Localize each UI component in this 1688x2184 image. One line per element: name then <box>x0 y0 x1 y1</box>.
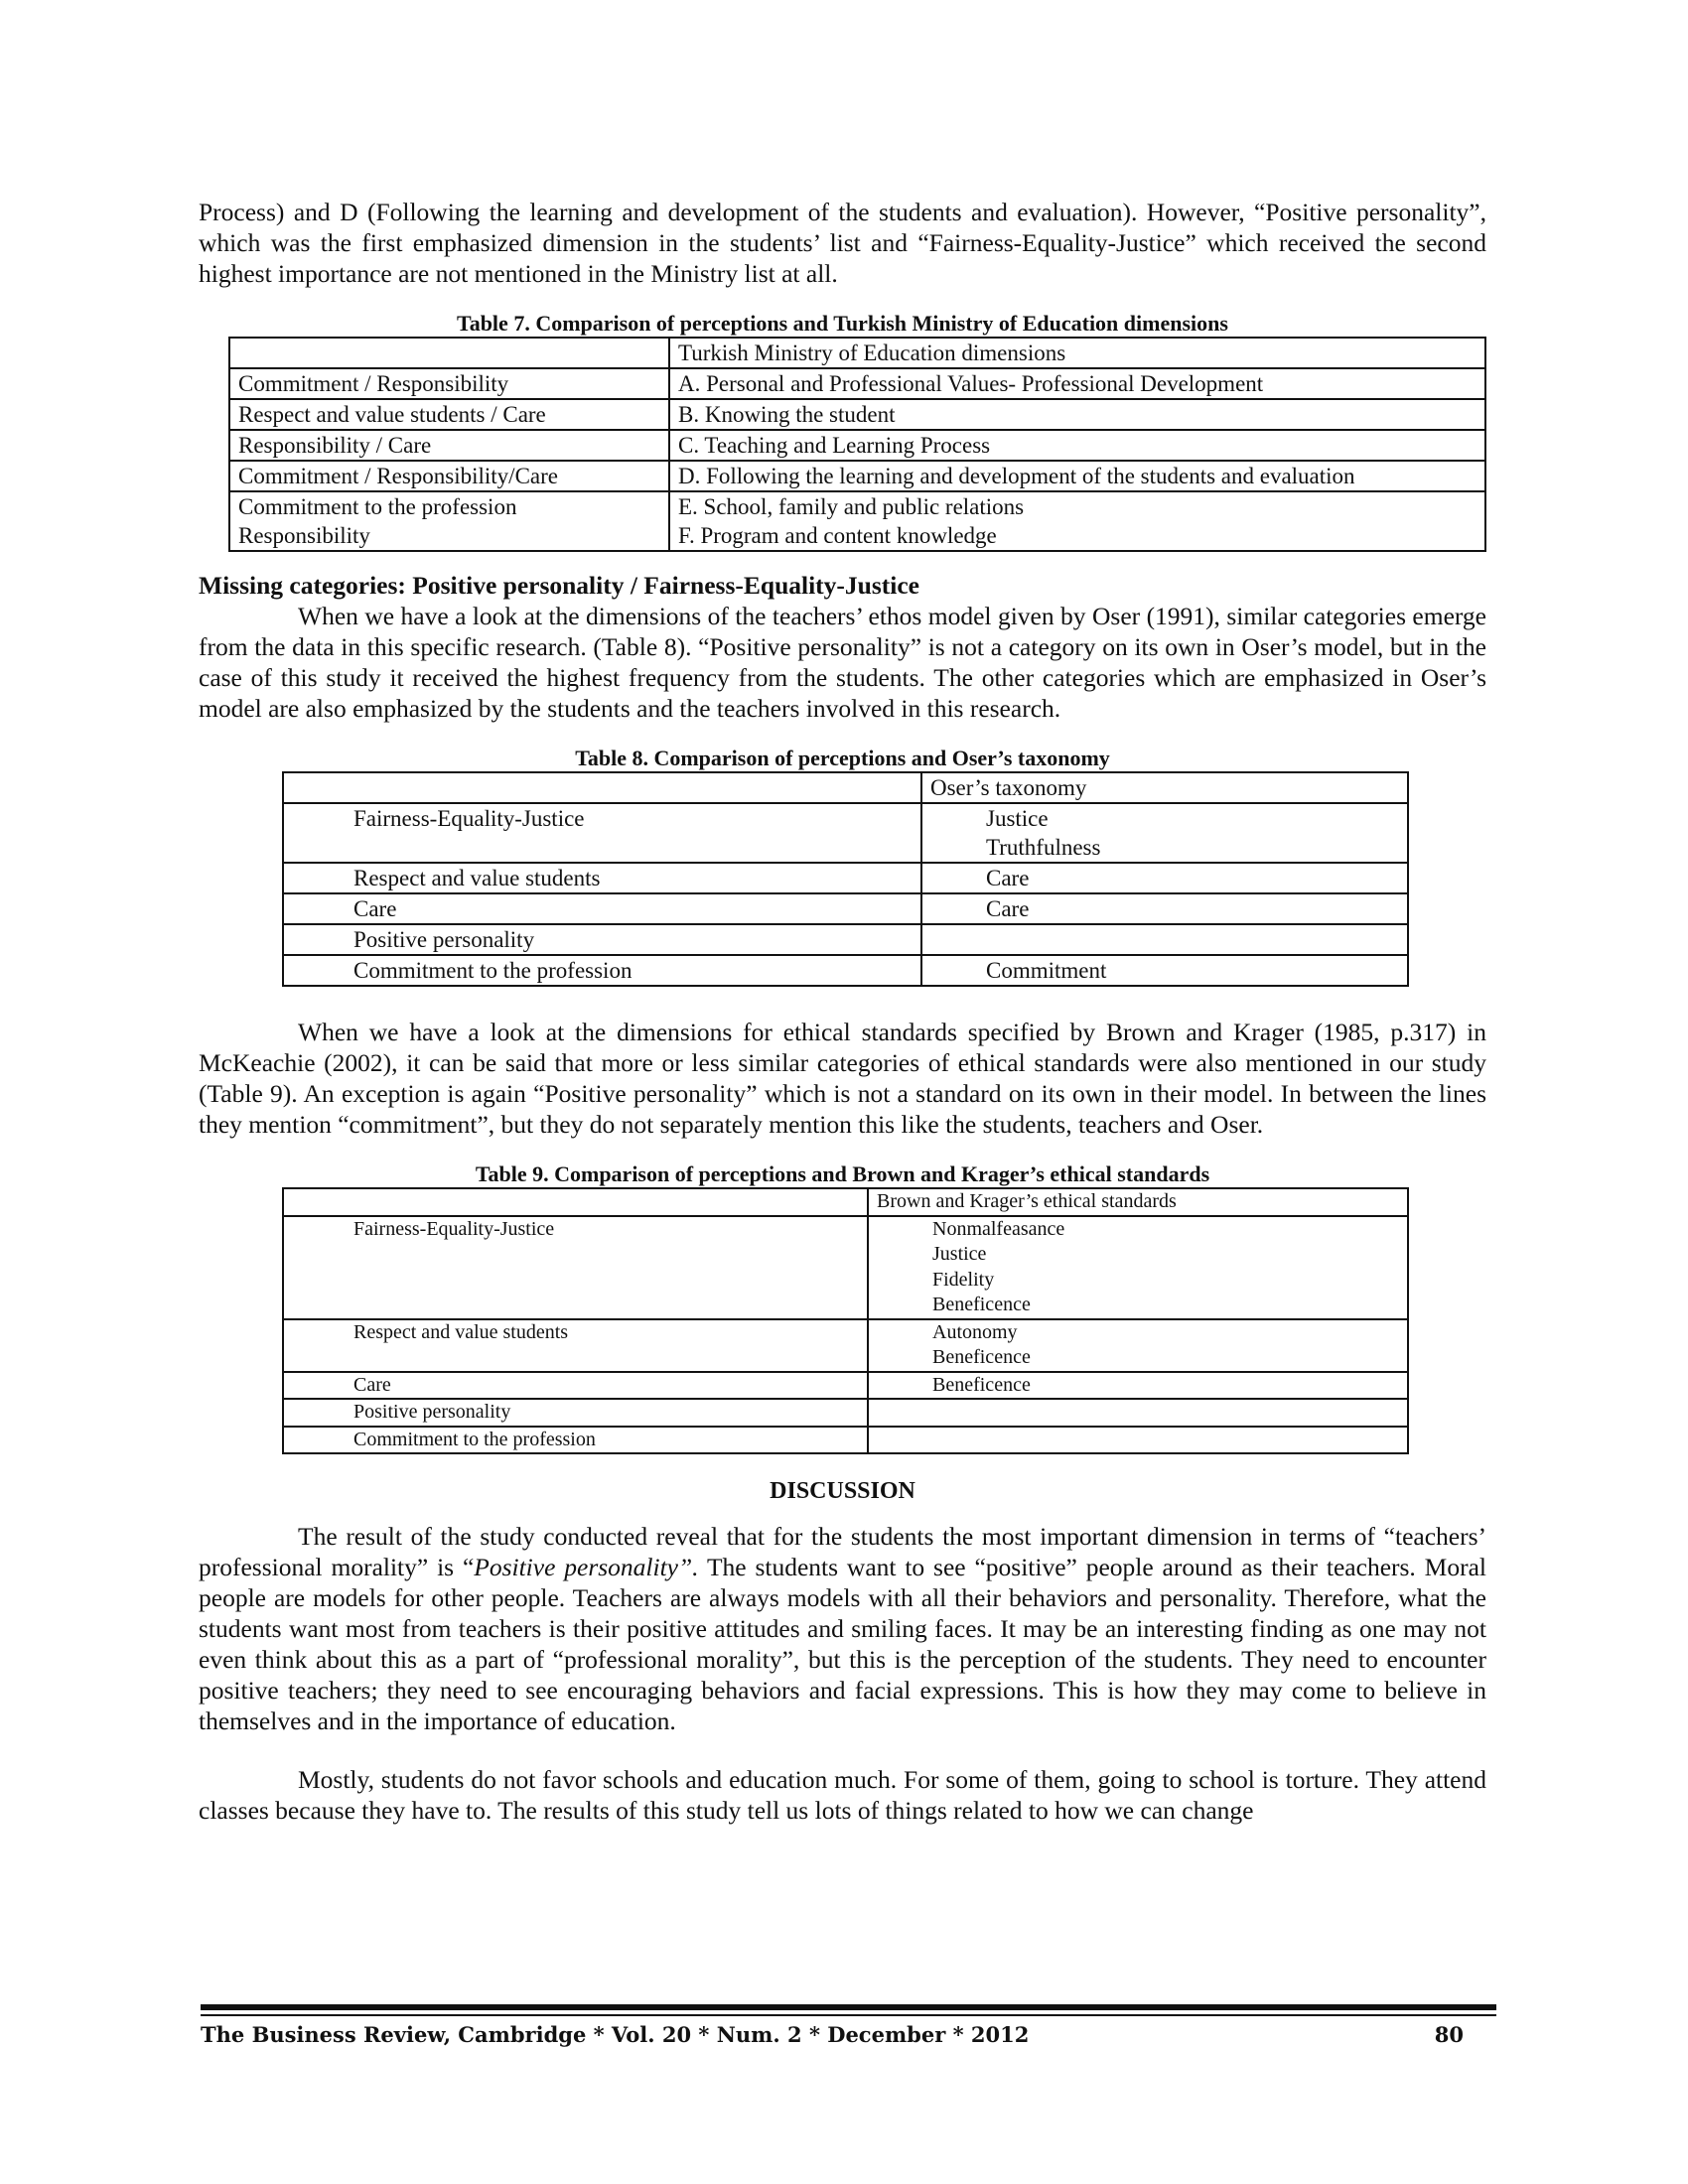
table-cell-left <box>283 1372 868 1400</box>
cell-line: Care <box>353 896 397 921</box>
brown-paragraph: When we have a look at the dimensions for ethical standards specified by Brown and Krager (1985, p.317) in McKeachie (2002), it can be said that more or less similar categories of ethical standards were also mentioned in our study (Table 9). An exception is again “Positive personality” which is not a standard on its own in their model. In between the lines they mention “commitment”, but they do not separately mention this like the students, teachers and Oser. <box>199 1018 1486 1139</box>
cell-line: Autonomy <box>932 1320 1018 1343</box>
table-cell-left <box>283 1216 868 1319</box>
cell-line <box>932 1400 1399 1426</box>
table-cell-left <box>283 955 921 986</box>
header-cell-left <box>229 338 669 368</box>
table-row <box>229 399 1485 430</box>
table-cell-left <box>229 491 669 551</box>
table-header-row <box>283 1188 1408 1216</box>
missing-categories-heading: Missing categories: Positive personality / Fairness-Equality-Justice <box>199 571 919 600</box>
header-cell-left <box>283 1188 868 1216</box>
cell-line: Positive personality <box>353 927 535 952</box>
cell-line: Responsibility <box>238 523 370 548</box>
table7-caption: Table 7. Comparison of perceptions and Turkish Ministry of Education dimensions <box>457 311 1228 336</box>
oser-paragraph: When we have a look at the dimensions of the teachers’ ethos model given by Oser (1991), similar categories emerge from the data in this specific research. (Table 8). “Positive personality” is not a category on its own in Oser’s model, but in the case of this study it received the highest frequency from the students. The other categories which are emphasized in Oser’s model are also emphasized by the students and the teachers involved in this research. <box>199 602 1486 723</box>
cell-line: Truthfulness <box>986 835 1101 860</box>
table-row <box>283 1372 1408 1400</box>
table-row <box>283 1399 1408 1427</box>
page-body <box>199 197 1486 1826</box>
discussion-p1-italic: Positive personality”. <box>474 1553 699 1581</box>
discussion-heading: DISCUSSION <box>770 1478 915 1504</box>
footer-journal: The Business Review, Cambridge * Vol. 20 * Num. 2 * December * 2012 <box>201 2022 1030 2047</box>
cell-line: Care <box>986 896 1030 921</box>
cell-line: D. Following the learning and development of the students and evaluation <box>678 464 1355 488</box>
cell-line: Beneficence <box>932 1346 1031 1368</box>
intro-paragraph: Process) and D (Following the learning and development of the students and evaluation). However, “Positive personality”, which was the first emphasized dimension in the students’ list and “Fairness-Equality-Justice” which received the second highest importance are not mentioned in the Ministry list at all. <box>199 198 1486 288</box>
discussion-p1-rest: The students want to see “positive” people around as their teachers. Moral people are models for other people. Teachers are always models with all their behaviors and personality. Therefore, what the students want most from teachers is their positive attitudes and smiling faces. It may be an interesting finding as one may not even think about this as a part of “professional morality”, but this is the perception of the students. They need to encounter positive teachers; they need to see encouraging behaviors and facial expressions. This is how they may come to believe in themselves and in the importance of education. <box>199 1553 1486 1735</box>
table-cell-right <box>921 924 1408 955</box>
cell-line: Nonmalfeasance <box>932 1217 1065 1240</box>
cell-line: E. School, family and public relations <box>678 494 1025 519</box>
table-cell-right <box>669 491 1485 551</box>
table-header-row <box>229 338 1485 368</box>
cell-line: Beneficence <box>932 1373 1031 1396</box>
discussion-paragraph-2: Mostly, students do not favor schools and education much. For some of them, going to school is torture. They attend classes because they have to. The results of this study tell us lots of things related to how we can change <box>199 1765 1486 1825</box>
table-cell-left <box>229 399 669 430</box>
table-cell-right <box>669 399 1485 430</box>
header-cell-right: Oser’s taxonomy <box>921 772 1408 803</box>
cell-line: Commitment <box>986 958 1107 983</box>
cell-line: Fairness-Equality-Justice <box>353 1217 555 1240</box>
header-cell-left <box>283 772 921 803</box>
table-cell-left <box>229 430 669 461</box>
table-cell-left <box>229 368 669 399</box>
table-row <box>229 461 1485 491</box>
table-cell-right <box>669 461 1485 491</box>
cell-line: Commitment / Responsibility <box>238 371 509 396</box>
table-row <box>283 893 1408 924</box>
table-row <box>229 368 1485 399</box>
cell-line: Justice <box>986 806 1049 831</box>
table-cell-left <box>283 1427 868 1454</box>
cell-line: Justice <box>932 1243 987 1265</box>
cell-line: A. Personal and Professional Values- Professional Development <box>678 371 1264 396</box>
table-cell-right <box>669 430 1485 461</box>
cell-line: Commitment to the profession <box>353 1428 596 1450</box>
table-row <box>229 491 1485 551</box>
table9-caption: Table 9. Comparison of perceptions and Brown and Krager’s ethical standards <box>475 1161 1210 1186</box>
table-row <box>283 863 1408 893</box>
table-cell-right <box>921 955 1408 986</box>
cell-line: Commitment / Responsibility/Care <box>238 464 558 488</box>
table8-caption: Table 8. Comparison of perceptions and Oser’s taxonomy <box>575 746 1110 770</box>
table-cell-left <box>283 863 921 893</box>
table-cell-right <box>868 1372 1408 1400</box>
table-cell-left <box>283 1399 868 1427</box>
cell-line: Commitment to the profession <box>353 958 633 983</box>
table9 <box>282 1187 1409 1454</box>
cell-line: Beneficence <box>932 1294 1031 1315</box>
table-cell-right <box>868 1319 1408 1372</box>
table-row <box>283 1216 1408 1319</box>
table-row <box>283 955 1408 986</box>
table-row <box>283 1427 1408 1454</box>
table-cell-right <box>868 1399 1408 1427</box>
table-row <box>283 803 1408 863</box>
footer-rule-thin <box>201 2014 1496 2016</box>
table-cell-right <box>921 863 1408 893</box>
cell-line: Fairness-Equality-Justice <box>353 806 585 831</box>
table-cell-left <box>283 924 921 955</box>
table-row <box>283 924 1408 955</box>
table-cell-right <box>921 893 1408 924</box>
cell-line: F. Program and content knowledge <box>678 523 997 548</box>
cell-line: Positive personality <box>353 1401 511 1423</box>
discussion-paragraph-1 <box>199 1521 1486 1736</box>
table-cell-right <box>868 1216 1408 1319</box>
table-cell-right <box>868 1427 1408 1454</box>
footer-rule-thick <box>201 2004 1496 2010</box>
cell-line: Fidelity <box>932 1268 995 1291</box>
cell-line: Respect and value students <box>353 1320 569 1343</box>
footer-page-number: 80 <box>1434 2022 1464 2047</box>
header-cell-right: Turkish Ministry of Education dimensions <box>669 338 1485 368</box>
cell-line <box>932 1428 1399 1453</box>
table-row <box>229 430 1485 461</box>
table-row <box>283 1319 1408 1372</box>
cell-line: Commitment to the profession <box>238 494 517 519</box>
table-cell-right <box>669 368 1485 399</box>
table7 <box>228 337 1486 552</box>
cell-line: C. Teaching and Learning Process <box>678 433 991 458</box>
header-cell-right: Brown and Krager’s ethical standards <box>868 1188 1408 1216</box>
table-cell-right <box>921 803 1408 863</box>
cell-line: Responsibility / Care <box>238 433 432 458</box>
cell-line: B. Knowing the student <box>678 402 896 427</box>
cell-line: Care <box>986 866 1030 890</box>
discussion-p1-start: The result of the study conducted reveal that for the students the most important dimension in terms of “teachers’ professional morality” is “ <box>199 1522 1486 1581</box>
cell-line <box>986 925 1399 954</box>
table-cell-left <box>229 461 669 491</box>
table-header-row <box>283 772 1408 803</box>
table-cell-left <box>283 1319 868 1372</box>
cell-line: Care <box>353 1373 391 1396</box>
table-cell-left <box>283 893 921 924</box>
table8 <box>282 771 1409 987</box>
table-cell-left <box>283 803 921 863</box>
cell-line: Respect and value students <box>353 866 601 890</box>
cell-line: Respect and value students / Care <box>238 402 546 427</box>
